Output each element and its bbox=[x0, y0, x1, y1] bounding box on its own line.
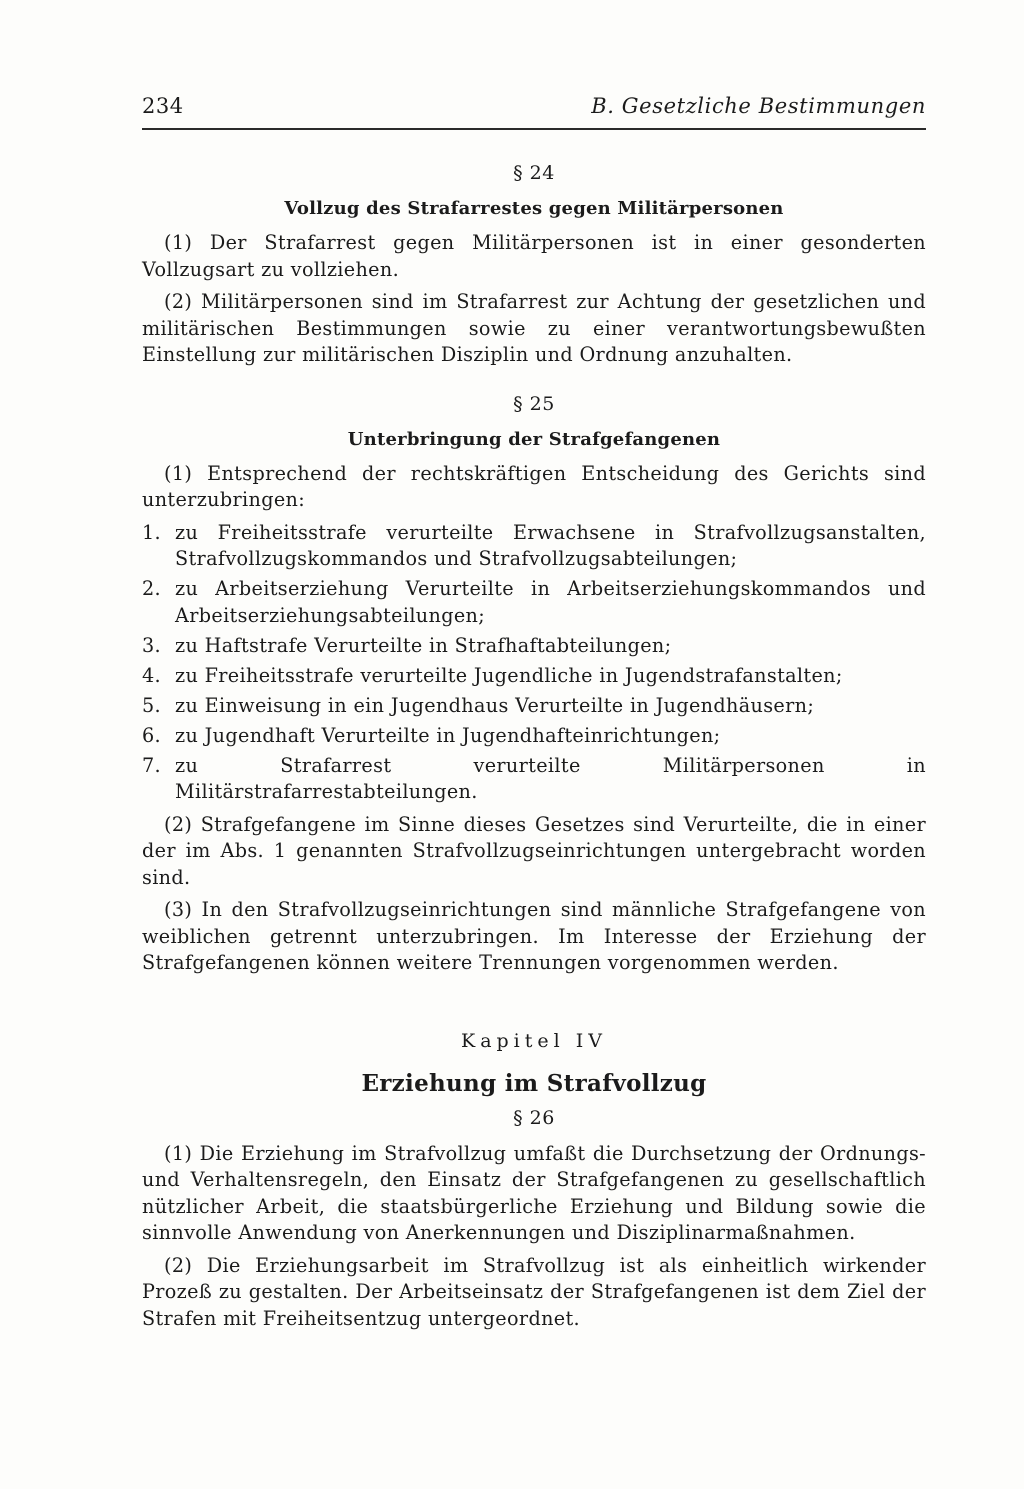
list-item-text: zu Jugendhaft Verurteilte in Jugendhafteinrichtungen; bbox=[175, 723, 721, 747]
list-item-number: 5. bbox=[142, 693, 162, 717]
list-item bbox=[142, 753, 926, 806]
paragraph: (3) In den Strafvollzugseinrichtungen sind männliche Strafgefangene von weiblichen getrennt unterzubringen. Im Interesse der Erziehung der Strafgefangenen können weitere Trennungen vorgenommen werden. bbox=[142, 898, 926, 974]
section-number-24: § 24 bbox=[513, 162, 555, 184]
list-item bbox=[142, 520, 926, 573]
page-content bbox=[142, 160, 926, 1338]
list-item bbox=[142, 663, 926, 690]
running-title: B. Gesetzliche Bestimmungen bbox=[591, 94, 926, 118]
list-item-text: zu Freiheitsstrafe verurteilte Jugendliche in Jugendstrafanstalten; bbox=[175, 663, 843, 687]
list-item bbox=[142, 723, 926, 750]
list-item bbox=[142, 693, 926, 720]
paragraph: (2) Strafgefangene im Sinne dieses Gesetzes sind Verurteilte, die in einer der im Abs. 1 genannten Strafvollzugseinrichtungen untergebracht worden sind. bbox=[142, 812, 926, 889]
page-number: 234 bbox=[142, 94, 184, 118]
list-item-text: zu Haftstrafe Verurteilte in Strafhaftabteilungen; bbox=[175, 633, 672, 657]
chapter-label: Kapitel IV bbox=[461, 1029, 607, 1052]
list-item-number: 2. bbox=[142, 577, 162, 600]
list-item-text: zu Arbeitserziehung Verurteilte in Arbeitserziehungskommandos und Arbeitserziehungsabteilungen; bbox=[175, 577, 926, 627]
page-header bbox=[142, 94, 926, 134]
list-item-number: 7. bbox=[142, 753, 162, 777]
paragraph: (2) Militärpersonen sind im Strafarrest zur Achtung der gesetzlichen und militärischen Bestimmungen sowie zu einer verantwortungsbewußten Einstellung zur militärischen Disziplin und Ordnung anzuhalten. bbox=[142, 290, 926, 366]
chapter-title: Erziehung im Strafvollzug bbox=[361, 1069, 707, 1097]
section-number-26: § 26 bbox=[513, 1106, 555, 1129]
paragraph: (2) Die Erziehungsarbeit im Strafvollzug ist als einheitlich wirkender Prozeß zu gestalten. Der Arbeitseinsatz der Strafgefangenen ist dem Ziel der Strafen mit Freiheitsentzug untergeordnet. bbox=[142, 1253, 926, 1330]
list-item bbox=[142, 576, 926, 629]
header-rule bbox=[142, 128, 926, 130]
paragraph: (1) Entsprechend der rechtskräftigen Entscheidung des Gerichts sind unterzubringen: bbox=[142, 461, 926, 511]
list-item-text: zu Freiheitsstrafe verurteilte Erwachsene in Strafvollzugsanstalten, Strafvollzugskommandos und Strafvollzugsabteilungen; bbox=[175, 520, 926, 570]
paragraph: (1) Die Erziehung im Strafvollzug umfaßt die Durchsetzung der Ordnungs- und Verhaltensregeln, den Einsatz der Strafgefangenen zu gesellschaftlich nützlicher Arbeit, die staatsbürgerliche Erziehung und Bildung sowie die sinnvolle Anwendung von Anerkennungen und Disziplinarmaßnahmen. bbox=[142, 1141, 926, 1244]
placement-list bbox=[142, 520, 926, 806]
list-item bbox=[142, 633, 926, 660]
section-title-25: Unterbringung der Strafgefangenen bbox=[347, 428, 721, 450]
list-item-number: 6. bbox=[142, 723, 162, 747]
list-item-number: 4. bbox=[142, 663, 162, 687]
list-item-text: zu Strafarrest verurteilte Militärpersonen in Militärstrafarrestabteilungen. bbox=[175, 753, 926, 803]
list-item-number: 1. bbox=[142, 520, 162, 544]
list-item-text: zu Einweisung in ein Jugendhaus Verurteilte in Jugendhäusern; bbox=[175, 693, 815, 717]
list-item-number: 3. bbox=[142, 633, 162, 657]
section-title-24: Vollzug des Strafarrestes gegen Militärpersonen bbox=[284, 198, 784, 219]
paragraph: (1) Der Strafarrest gegen Militärpersonen ist in einer gesonderten Vollzugsart zu vollziehen. bbox=[142, 231, 926, 281]
section-number-25: § 25 bbox=[513, 392, 555, 415]
